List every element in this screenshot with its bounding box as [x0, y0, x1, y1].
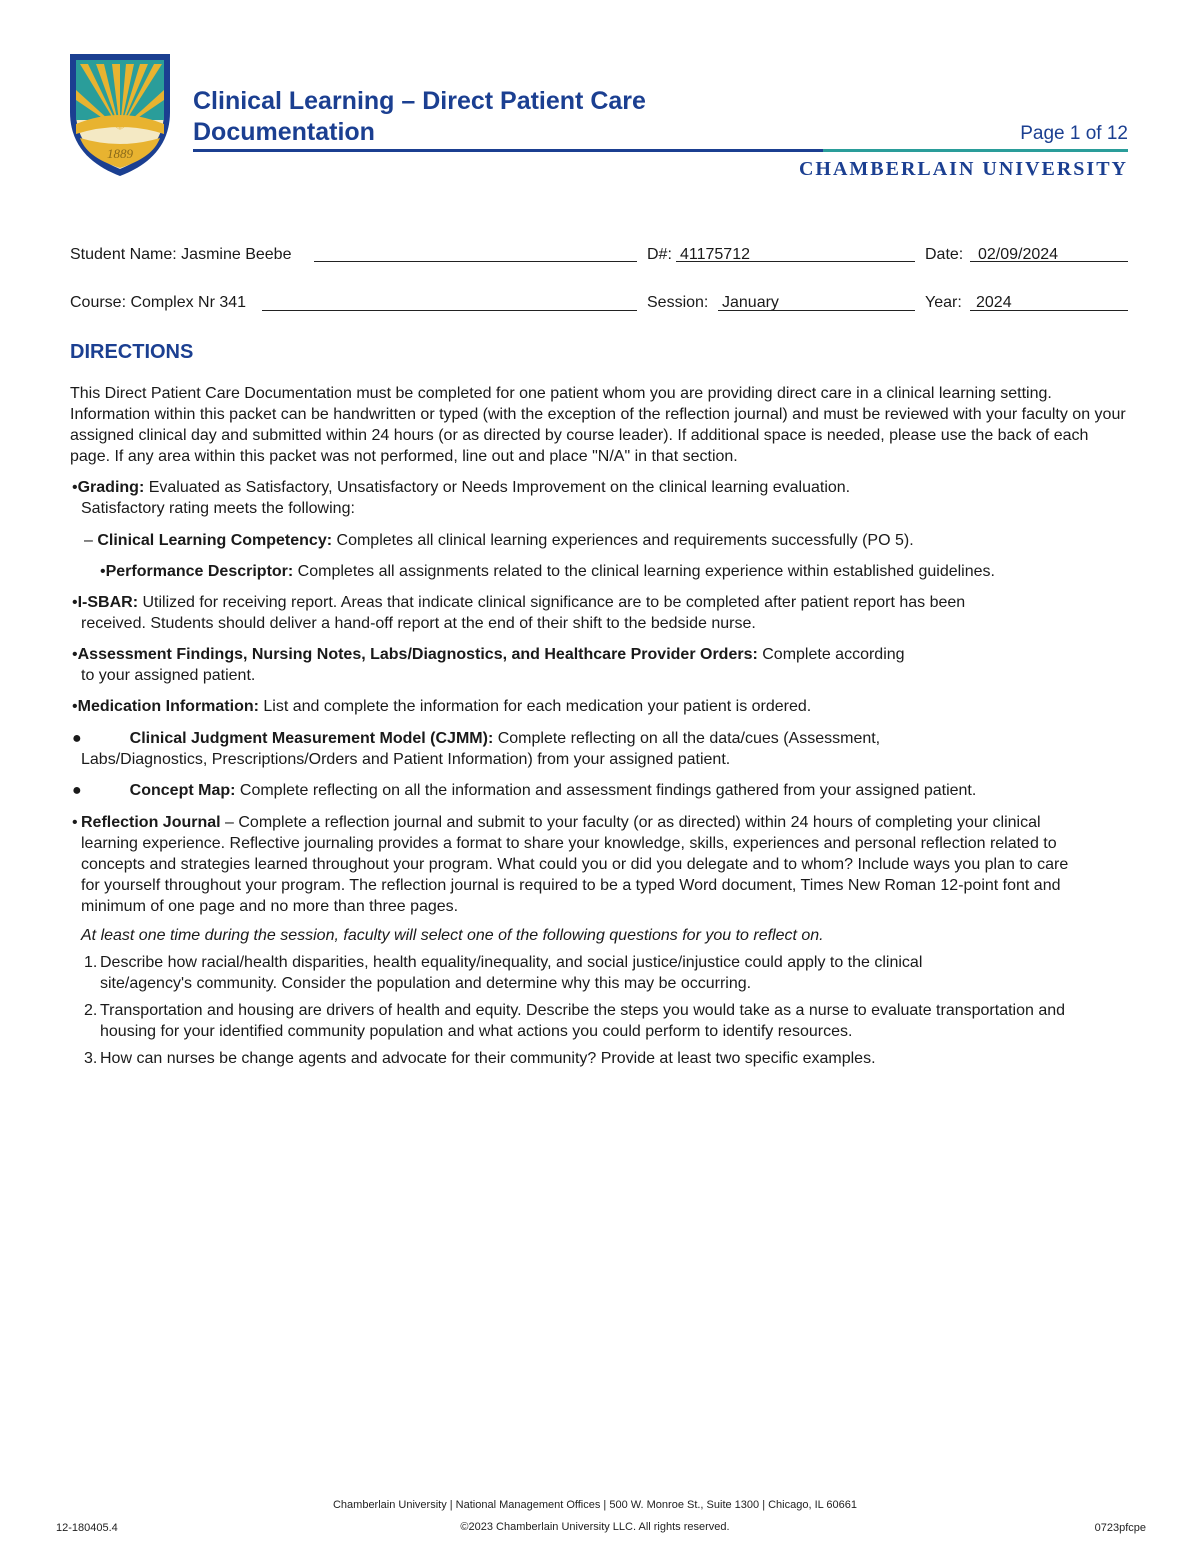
year-line [970, 309, 1128, 311]
title-line-1: Clinical Learning – Direct Patient Care [193, 87, 646, 115]
competency-item [84, 530, 1124, 551]
title-line-2: Documentation [193, 118, 375, 146]
question-number: 1. [84, 954, 98, 971]
footer-copyright: ©2023 Chamberlain University LLC. All rights reserved. [460, 1521, 730, 1533]
footer-doc-id: 12-180405.4 [56, 1522, 118, 1534]
cjmm-text-2: Labs/Diagnostics, Prescriptions/Orders and Patient Information) from your assigned patient. [81, 751, 731, 768]
grading-label: Grading: [77, 479, 145, 496]
question-2 [84, 1000, 1094, 1042]
year-label: Year: [925, 294, 962, 311]
question-number: 3. [84, 1050, 98, 1067]
session-line [718, 309, 915, 311]
session-label: Session: [647, 294, 709, 311]
header-rule-teal [823, 149, 1128, 152]
bullet-icon: • [72, 646, 78, 663]
question-text: Describe how racial/health disparities, health equality/inequality, and social justice/injustice could apply to the clinical site/agency's community. Consider the population and determine why this may be occurring. [100, 954, 923, 992]
year-value: 2024 [976, 294, 1012, 311]
document-title [193, 86, 646, 148]
grading-text: Evaluated as Satisfactory, Unsatisfactory or Needs Improvement on the clinical learning evaluation. [144, 479, 851, 496]
footer-code: 0723pfcpe [1094, 1522, 1146, 1534]
question-1 [84, 952, 1004, 994]
reflection-text: – Complete a reflection journal and submit to your faculty (or as directed) within 24 hours of completing your clinical learning experience. Reflective journaling provides a format to share your knowledge, skills, experiences and personal reflection related to concepts and strategies learned throughout your program. What could you or did you delegate and to whom? Include ways you plan to care for yourself throughout your program. The reflection journal is required to be a typed Word document, Times New Roman 12-point font and minimum of one page and no more than three pages. [81, 814, 1069, 915]
cjmm-item [72, 728, 1132, 770]
bullet-icon: ● [72, 782, 82, 799]
header-rule-blue [193, 149, 823, 152]
question-text: Transportation and housing are drivers of health and equity. Describe the steps you would take as a nurse to evaluate transportation and housing for your identified community population and what actions you could perform to identify resources. [100, 1002, 1066, 1040]
course-label: Course: Complex Nr 341 [70, 294, 247, 311]
page-number: Page 1 of 12 [1020, 123, 1128, 144]
course-line [262, 309, 637, 311]
bullet-icon: ● [72, 730, 82, 747]
d-number-label: D#: [647, 246, 672, 263]
question-3 [84, 1048, 1094, 1069]
concept-map-item [72, 780, 1132, 801]
italic-note: At least one time during the session, faculty will select one of the following questions for you to reflect on. [81, 927, 824, 944]
date-label: Date: [925, 246, 964, 263]
concept-map-text: Complete reflecting on all the information and assessment findings gathered from your assigned patient. [235, 782, 977, 799]
university-crest-logo [66, 50, 174, 178]
d-number-value: 41175712 [680, 246, 750, 263]
date-line [970, 260, 1128, 262]
isbar-text-2: received. Students should deliver a hand-off report at the end of their shift to the bedside nurse. [81, 615, 756, 632]
performance-text: Completes all assignments related to the clinical learning experience within established guidelines. [293, 563, 995, 580]
cjmm-label: Clinical Judgment Measurement Model (CJMM): [129, 730, 494, 747]
crest-year: 1889 [107, 146, 133, 161]
session-value: January [722, 294, 779, 311]
isbar-text: Utilized for receiving report. Areas that indicate clinical significance are to be completed after patient report has been [138, 594, 966, 611]
bullet-icon: • [72, 479, 78, 496]
university-wordmark: CHAMBERLAIN UNIVERSITY [798, 158, 1128, 180]
reflection-item [72, 812, 1087, 917]
assessment-item [72, 644, 1132, 686]
grading-text-2: Satisfactory rating meets the following: [81, 500, 355, 517]
cjmm-text: Complete reflecting on all the data/cues (Assessment, [493, 730, 881, 747]
performance-label: Performance Descriptor: [105, 563, 294, 580]
medication-text: List and complete the information for each medication your patient is ordered. [258, 698, 812, 715]
concept-map-label: Concept Map: [129, 782, 236, 799]
assessment-text: Complete according [757, 646, 905, 663]
bullet-icon: • [72, 814, 78, 831]
competency-text: Completes all clinical learning experiences and requirements successfully (PO 5). [332, 532, 914, 549]
competency-label: Clinical Learning Competency: [97, 532, 333, 549]
d-number-line [676, 260, 915, 262]
student-name-label: Student Name: Jasmine Beebe [70, 246, 292, 263]
bullet-icon: • [72, 594, 78, 611]
medication-label: Medication Information: [77, 698, 259, 715]
dash-icon: – [84, 532, 98, 549]
reflection-label: Reflection Journal [81, 814, 221, 831]
date-value: 02/09/2024 [978, 246, 1059, 263]
directions-heading: DIRECTIONS [70, 341, 194, 363]
performance-item [100, 561, 1130, 582]
assessment-label: Assessment Findings, Nursing Notes, Labs/Diagnostics, and Healthcare Provider Orders: [77, 646, 758, 663]
grading-item [72, 477, 1122, 519]
question-number: 2. [84, 1002, 98, 1019]
bullet-icon: • [100, 563, 106, 580]
assessment-text-2: to your assigned patient. [81, 667, 256, 684]
bullet-icon: • [72, 698, 78, 715]
directions-intro: This Direct Patient Care Documentation must be completed for one patient whom you are providing direct care in a clinical learning setting. Information within this packet can be handwritten or typed (with the exception of the reflection journal) and must be reviewed with your faculty on your assigned clinical day and submitted within 24 hours (or as directed by course leader). If additional space is needed, please use the back of each page. If any area within this packet was not performed, line out and place "N/A" in that section. [70, 385, 1126, 465]
footer-address: Chamberlain University | National Management Offices | 500 W. Monroe St., Suite 1300 | Chicago, IL 60661 [332, 1499, 857, 1511]
medication-item [72, 696, 1132, 717]
isbar-item [72, 592, 1132, 634]
isbar-label: I-SBAR: [77, 594, 139, 611]
question-text: How can nurses be change agents and advocate for their community? Provide at least two specific examples. [100, 1050, 876, 1067]
student-name-line [314, 260, 637, 262]
